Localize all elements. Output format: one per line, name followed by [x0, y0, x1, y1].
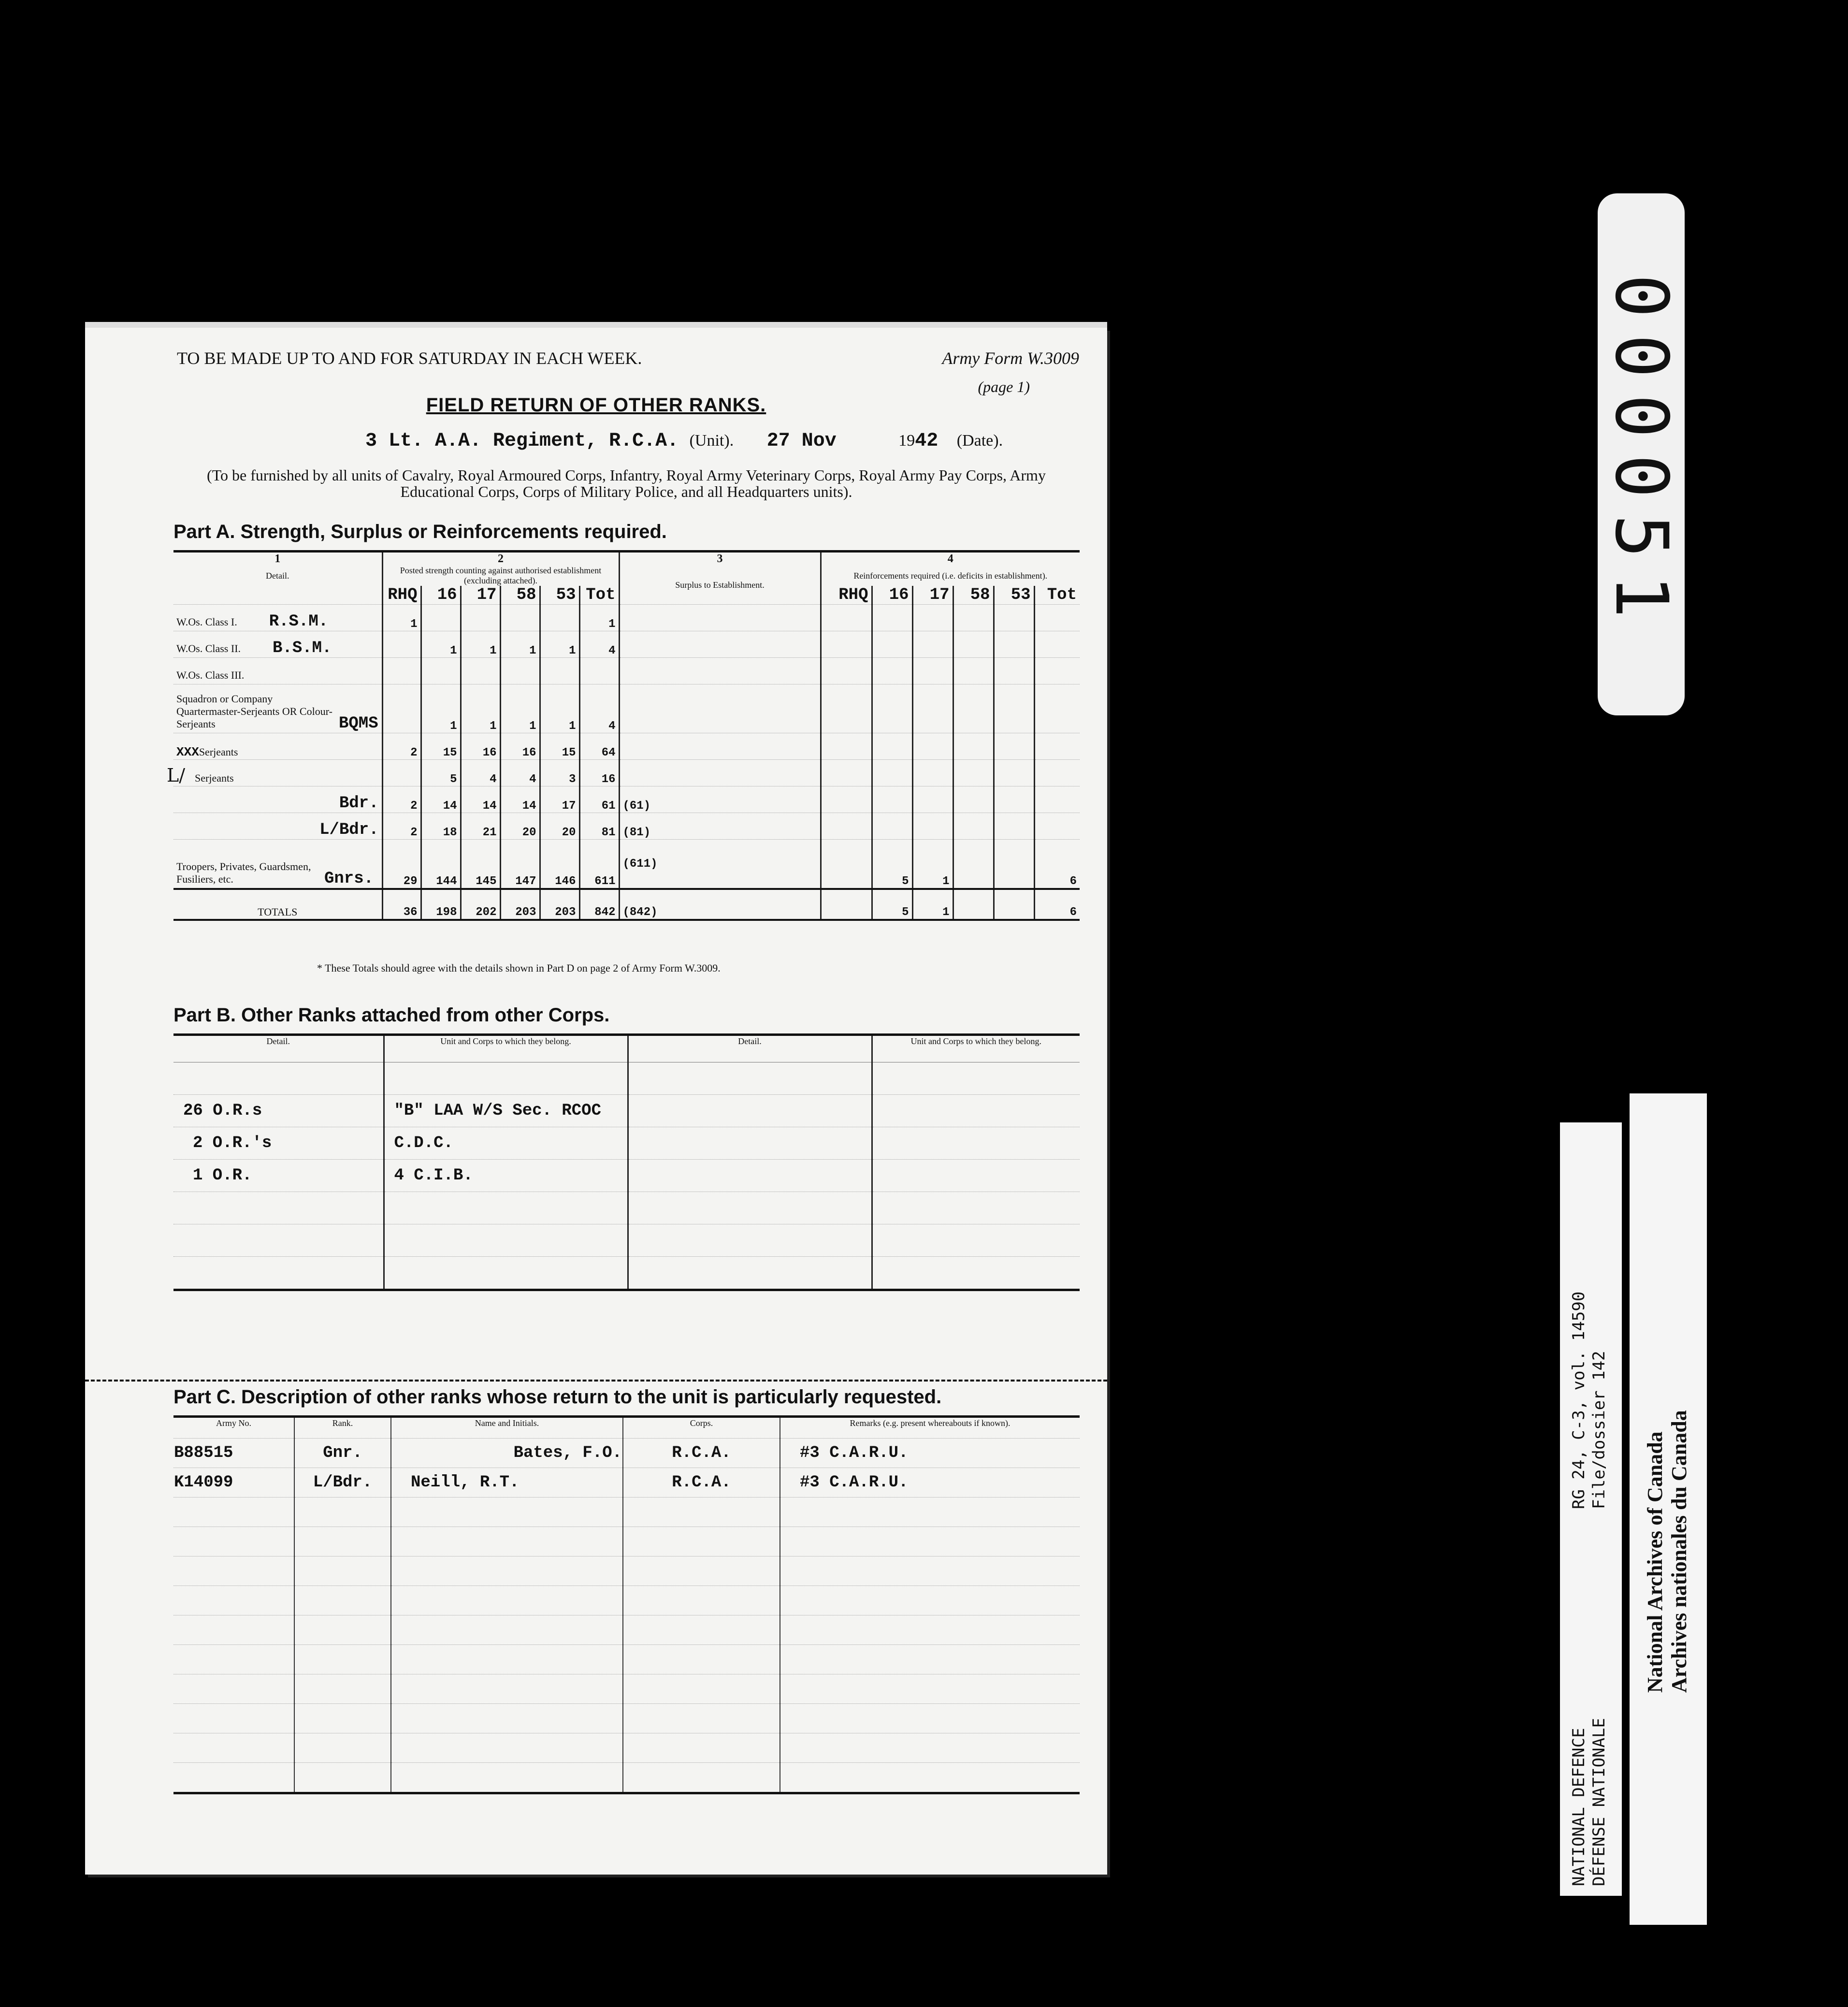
posted-cell — [382, 631, 421, 658]
reinf-cell — [953, 813, 994, 840]
totals-row — [173, 889, 1080, 920]
corps: R.C.A. — [623, 1468, 780, 1498]
surplus-cell: (61) — [619, 786, 821, 813]
posted-cell: 16 — [500, 733, 540, 760]
reinf-cell — [994, 658, 1034, 684]
reinf-cell — [872, 760, 912, 786]
row-typed: XXX — [176, 745, 199, 759]
rank-row — [173, 658, 1080, 684]
battery-header: Tot — [1034, 586, 1080, 605]
page-number: (page 1) — [978, 378, 1030, 395]
reinf-total — [821, 889, 872, 920]
corps: R.C.A. — [623, 1439, 780, 1468]
date-day: 27 Nov — [766, 430, 837, 452]
posted-cell: 4 — [579, 631, 619, 658]
furnish-note: (To be furnished by all units of Cavalry, Royal Armoured Corps, Infantry, Royal Army Veterinary Corps, Royal Army Pay Corps, Army Educational Corps, Corps of Military Police, and all Headquarters units). — [207, 466, 1046, 500]
posted-cell: 147 — [500, 840, 540, 889]
posted-cell — [500, 605, 540, 631]
department-fr: DÉFENSE NATIONALE — [1589, 1718, 1609, 1886]
reinf-cell — [912, 684, 953, 733]
instruction-line: TO BE MADE UP TO AND FOR SATURDAY IN EACH WEEK. — [177, 349, 642, 368]
posted-cell — [500, 658, 540, 684]
battery-header: RHQ — [821, 586, 872, 605]
posted-cell: 146 — [540, 840, 579, 889]
posted-cell — [382, 684, 421, 733]
army-no: K14099 — [173, 1468, 294, 1498]
army-no: B88515 — [173, 1439, 294, 1468]
detail-header: Detail. — [173, 1035, 384, 1062]
reinf-cell — [821, 760, 872, 786]
posted-cell — [382, 760, 421, 786]
surplus-cell — [619, 733, 821, 760]
reinf-cell — [912, 813, 953, 840]
reinf-total: 5 — [872, 889, 912, 920]
battery-header: 58 — [500, 586, 540, 605]
posted-cell: 1 — [461, 684, 500, 733]
surplus-cell — [619, 605, 821, 631]
date-label: (Date). — [956, 432, 1003, 450]
posted-cell: 16 — [579, 760, 619, 786]
posted-cell: 4 — [579, 684, 619, 733]
attached-detail: 1 O.R. — [173, 1160, 384, 1192]
attached-unit: 4 C.I.B. — [384, 1160, 628, 1192]
attached-unit: C.D.C. — [384, 1127, 628, 1160]
unit-corps-header: Unit and Corps to which they belong. — [872, 1035, 1080, 1062]
form-page — [85, 328, 1107, 1875]
battery-header: 16 — [421, 586, 461, 605]
col-number-3: 3 — [619, 552, 821, 566]
posted-cell: 21 — [461, 813, 500, 840]
total-cell: 198 — [421, 889, 461, 920]
reinf-cell — [953, 631, 994, 658]
attached-detail: 26 O.R.s — [173, 1095, 384, 1127]
reinf-cell — [872, 813, 912, 840]
part-a-table — [167, 550, 1080, 921]
detail-header: Detail. — [628, 1035, 872, 1062]
reinf-total — [994, 889, 1034, 920]
posted-cell: 64 — [579, 733, 619, 760]
reinf-cell — [994, 813, 1034, 840]
posted-cell: 81 — [579, 813, 619, 840]
reinf-cell — [994, 605, 1034, 631]
part-c-title: Part C. Description of other ranks whose return to the unit is particularly requested. — [173, 1386, 942, 1408]
rank-row — [173, 605, 1080, 631]
reinf-cell — [1034, 760, 1080, 786]
battery-header: 53 — [994, 586, 1034, 605]
posted-cell: 20 — [500, 813, 540, 840]
posted-cell: 15 — [421, 733, 461, 760]
posted-cell: 1 — [421, 684, 461, 733]
reinf-cell — [1034, 631, 1080, 658]
posted-cell: 4 — [500, 760, 540, 786]
posted-cell: 61 — [579, 786, 619, 813]
part-c-table — [173, 1415, 1080, 1794]
surplus-cell — [619, 658, 821, 684]
archives-canada-label — [1630, 1093, 1707, 1925]
reinf-cell — [912, 658, 953, 684]
battery-header: RHQ — [382, 586, 421, 605]
posted-cell: 1 — [500, 631, 540, 658]
posted-cell: 1 — [540, 684, 579, 733]
reinf-cell — [872, 733, 912, 760]
name-initials: Bates, F.O. — [391, 1439, 623, 1468]
row-typed: L/Bdr. — [319, 821, 379, 839]
unit-date-line — [365, 430, 1003, 452]
attached-unit: "B" LAA W/S Sec. RCOC — [384, 1095, 628, 1127]
reinf-cell: 1 — [912, 840, 953, 889]
cut-line — [85, 1380, 1107, 1382]
reinf-cell — [953, 733, 994, 760]
row-label: Serjeants — [199, 746, 238, 758]
reinf-cell — [821, 813, 872, 840]
posted-cell: 2 — [382, 813, 421, 840]
rank: L/Bdr. — [294, 1468, 391, 1498]
part-b-table — [173, 1033, 1080, 1291]
reinf-cell — [1034, 684, 1080, 733]
corps-header: Corps. — [623, 1417, 780, 1439]
posted-cell: 15 — [540, 733, 579, 760]
posted-cell: 1 — [382, 605, 421, 631]
posted-cell: 14 — [500, 786, 540, 813]
posted-cell: 4 — [461, 760, 500, 786]
part-b-title: Part B. Other Ranks attached from other Corps. — [173, 1004, 610, 1026]
surplus-header: Surplus to Establishment. — [619, 566, 821, 605]
posted-cell: 1 — [500, 684, 540, 733]
part-a-rows — [167, 605, 1080, 920]
total-cell: 202 — [461, 889, 500, 920]
date-year: 42 — [915, 430, 938, 452]
reinf-cell — [994, 631, 1034, 658]
reinf-cell — [994, 733, 1034, 760]
battery-header: 17 — [912, 586, 953, 605]
reinf-cell — [994, 786, 1034, 813]
remarks: #3 C.A.R.U. — [780, 1468, 1080, 1498]
army-no-header: Army No. — [173, 1417, 294, 1439]
posted-cell: 3 — [540, 760, 579, 786]
rank-row — [173, 786, 1080, 813]
totals-footnote: * These Totals should agree with the details shown in Part D on page 2 of Army Form W.3009. — [317, 962, 721, 974]
reinf-cell — [821, 605, 872, 631]
unit-label: (Unit). — [689, 432, 734, 450]
reinf-cell — [953, 605, 994, 631]
posted-cell — [421, 605, 461, 631]
attached-detail: 2 O.R.'s — [173, 1127, 384, 1160]
row-typed: L/ — [167, 765, 186, 786]
rank-row — [173, 684, 1080, 733]
col-number-1: 1 — [173, 552, 382, 566]
row-typed: Gnrs. — [324, 870, 374, 888]
reinf-cell — [1034, 786, 1080, 813]
surplus-cell: (81) — [619, 813, 821, 840]
row-label: W.Os. Class III. — [176, 669, 245, 681]
rank-row — [173, 840, 1080, 889]
requested-row — [173, 1468, 1080, 1498]
battery-header: 17 — [461, 586, 500, 605]
reinf-cell — [994, 840, 1034, 889]
reinf-cell — [821, 684, 872, 733]
frame-number-stamp — [1598, 193, 1685, 715]
posted-cell: 14 — [461, 786, 500, 813]
reinf-cell — [1034, 658, 1080, 684]
posted-cell: 16 — [461, 733, 500, 760]
col-number-2: 2 — [382, 552, 619, 566]
rank-row — [173, 631, 1080, 658]
unit-corps-header: Unit and Corps to which they belong. — [384, 1035, 628, 1062]
form-number: Army Form W.3009 — [942, 349, 1079, 368]
posted-cell: 611 — [579, 840, 619, 889]
rank-row — [173, 733, 1080, 760]
requested-row — [173, 1439, 1080, 1468]
posted-cell: 1 — [579, 605, 619, 631]
posted-cell: 144 — [421, 840, 461, 889]
row-typed: R.S.M. — [269, 612, 329, 631]
reinf-total: 1 — [912, 889, 953, 920]
attached-row — [173, 1127, 1080, 1160]
reinf-cell — [953, 786, 994, 813]
posted-cell — [540, 605, 579, 631]
reinf-cell — [821, 631, 872, 658]
posted-header: Posted strength counting against authorised establishment (excluding attached). — [382, 566, 619, 586]
posted-cell: 1 — [421, 631, 461, 658]
posted-cell: 2 — [382, 733, 421, 760]
reinf-total: 6 — [1034, 889, 1080, 920]
remarks: #3 C.A.R.U. — [780, 1439, 1080, 1468]
surplus-cell — [619, 631, 821, 658]
reinf-cell — [994, 760, 1034, 786]
posted-cell — [421, 658, 461, 684]
battery-header: 16 — [872, 586, 912, 605]
total-cell: 203 — [500, 889, 540, 920]
posted-cell: 17 — [540, 786, 579, 813]
col-number-4: 4 — [821, 552, 1080, 566]
reinf-cell — [953, 840, 994, 889]
total-cell: 36 — [382, 889, 421, 920]
reinf-cell — [953, 684, 994, 733]
battery-header: Tot — [579, 586, 619, 605]
date-year-prefix: 19 — [898, 432, 915, 450]
totals-label: TOTALS — [258, 906, 298, 918]
detail-header: Detail. — [266, 570, 289, 581]
unit-name: 3 Lt. A.A. Regiment, R.C.A. — [365, 430, 679, 452]
rank-row — [173, 813, 1080, 840]
posted-cell: 5 — [421, 760, 461, 786]
reinf-cell — [872, 684, 912, 733]
reinf-cell — [872, 658, 912, 684]
remarks-header: Remarks (e.g. present whereabouts if known). — [780, 1417, 1080, 1439]
reinf-cell — [994, 684, 1034, 733]
name-header: Name and Initials. — [391, 1417, 623, 1439]
row-label: W.Os. Class I. — [176, 616, 237, 628]
battery-header: 58 — [953, 586, 994, 605]
attached-row — [173, 1095, 1080, 1127]
rank-row — [173, 760, 1080, 786]
row-typed: BQMS — [339, 714, 378, 733]
reinf-cell — [872, 605, 912, 631]
posted-cell — [579, 658, 619, 684]
reinf-cell — [912, 631, 953, 658]
reinf-cell — [1034, 605, 1080, 631]
posted-cell: 29 — [382, 840, 421, 889]
reinf-cell: 6 — [1034, 840, 1080, 889]
reinf-cell — [1034, 813, 1080, 840]
reinf-cell — [953, 658, 994, 684]
archives-name-en: National Archives of Canada — [1643, 1431, 1667, 1693]
posted-cell — [540, 658, 579, 684]
reinf-cell — [821, 658, 872, 684]
name-initials: Neill, R.T. — [391, 1468, 623, 1498]
department-en: NATIONAL DEFENCE — [1569, 1728, 1588, 1886]
reinf-cell: 5 — [872, 840, 912, 889]
posted-cell: 145 — [461, 840, 500, 889]
posted-cell — [382, 658, 421, 684]
posted-cell — [461, 605, 500, 631]
total-cell: 842 — [579, 889, 619, 920]
posted-cell: 14 — [421, 786, 461, 813]
reinf-total — [953, 889, 994, 920]
rank: Gnr. — [294, 1439, 391, 1468]
row-typed: B.S.M. — [273, 639, 332, 657]
row-label: Serjeants — [195, 772, 234, 784]
attached-row — [173, 1160, 1080, 1192]
row-label: Troopers, Privates, Guardsmen, Fusiliers, etc. — [176, 860, 311, 885]
reinf-cell — [912, 786, 953, 813]
part-a-title: Part A. Strength, Surplus or Reinforcements required. — [173, 521, 667, 542]
frame-number: 000051 — [1599, 274, 1684, 635]
reinf-cell — [912, 605, 953, 631]
reinf-cell — [953, 760, 994, 786]
row-label: Squadron or Company Quartermaster-Serjeants OR Colour-Serjeants — [176, 693, 332, 730]
reinf-cell — [912, 733, 953, 760]
reinf-cell — [912, 760, 953, 786]
reinf-cell — [821, 733, 872, 760]
archive-reference-label — [1560, 1122, 1622, 1896]
form-title: FIELD RETURN OF OTHER RANKS. — [426, 394, 766, 416]
reinf-cell — [872, 631, 912, 658]
row-label: W.Os. Class II. — [176, 642, 241, 654]
reinf-cell — [1034, 733, 1080, 760]
rank-header: Rank. — [294, 1417, 391, 1439]
posted-cell: 2 — [382, 786, 421, 813]
posted-cell: 1 — [540, 631, 579, 658]
surplus-cell — [619, 760, 821, 786]
surplus-cell — [619, 684, 821, 733]
row-typed: Bdr. — [339, 794, 379, 813]
posted-cell: 20 — [540, 813, 579, 840]
battery-header: 53 — [540, 586, 579, 605]
reinf-header: Reinforcements required (i.e. deficits in establishment). — [821, 566, 1080, 586]
surplus-total: (842) — [619, 889, 821, 920]
posted-cell — [461, 658, 500, 684]
reference-file: File/dossier 142 — [1589, 1351, 1609, 1509]
reinf-cell — [821, 840, 872, 889]
paper-edge — [85, 322, 1107, 328]
reference-volume: RG 24, C-3, vol. 14590 — [1569, 1291, 1588, 1509]
posted-cell: 18 — [421, 813, 461, 840]
total-cell: 203 — [540, 889, 579, 920]
posted-cell: 1 — [461, 631, 500, 658]
surplus-cell: (611) — [619, 840, 821, 889]
reinf-cell — [872, 786, 912, 813]
archives-name-fr: Archives nationales du Canada — [1667, 1410, 1691, 1693]
reinf-cell — [821, 786, 872, 813]
